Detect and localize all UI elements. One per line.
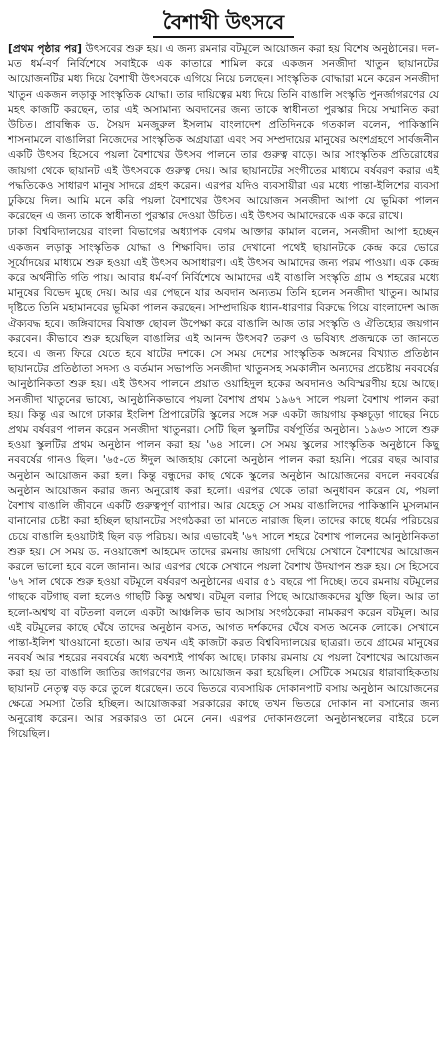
headline-block [8,10,439,38]
continued-tag: [প্রথম পৃষ্ঠার পর] [8,43,82,55]
article-paragraph [8,42,439,224]
paragraph-text: উৎসবের শুরু হয়। এ জন্য রমনার বটমূলে আয়োজন করা হয় বিশেষ অনুষ্ঠানের। দল-মত ধর্ম-বর্ণ নির্বিশেষে সবাইকে এক কাতারে শামিল করে একজন সনজীদা খাতুন ছায়ানটের আয়োজনটির মধ্য দিয়ে বৈশাখী উৎসবকে এগিয়ে নিয়ে চলছেন। সাংস্কৃতিক বোদ্ধারা মনে করেন সনজীদা খাতুন একজন লড়াকু সাংস্কৃতিক যোদ্ধা। তার দায়িত্বের মধ্য দিয়ে তিনি বাঙালি সংস্কৃতি পুনর্জাগরণের যে মহৎ কাজটি করছেন, তার এই অসামান্য অবদানের জন্য তাকে স্বাধীনতা পুরস্কার দিয়ে সম্মানিত করা উচিত। প্রাবন্ধিক ড. সৈয়দ মনজুরুল ইসলাম বাংলাদেশ প্রতিদিনকে গতকাল বলেন, পাকিস্তানি শাসনামলে বাঙালিরা নিজেদের সাংস্কৃতিক অগ্রযাত্রা এবং সব সম্প্রদায়ের মানুষের অংশগ্রহণে সার্বজনীন একটি উৎসব হিসেবে পয়লা বৈশাখের উৎসব পালনে তার গুরুত্ব বাড়ে। আর সাংস্কৃতিক প্রতিরোধের জায়গা থেকে ছায়ানট এই উৎসবকে গুরুত্ব দেয়। আর ছায়ানটের সংগীতের মাধ্যমে বর্ষবরণ করার এই পদ্ধতিকেও সাধারণ মানুষ সাদরে গ্রহণ করেন। এরপর যদিও ব্যবসায়ীরা এর মধ্যে পান্তা-ইলিশের ব্যবসা ঢুকিয়ে দিল। আমি মনে করি পয়লা বৈশাখের উৎসব আয়োজন সনজীদা আপা যে ভূমিকা পালন করেছেন এ জন্য তাকে স্বাধীনতা পুরস্কার দেওয়া উচিত। এই উৎসব আমাদেরকে এক করে রাখে। [8,43,439,223]
paragraph-text: ঢাকা বিশ্ববিদ্যালয়ের বাংলা বিভাগের অধ্যাপক বেগম আক্তার কামাল বলেন, সনজীদা আপা হচ্ছেন একজন লড়াকু সাংস্কৃতিক যোদ্ধা ও শিক্ষাবিদ। তার দেখানো পথেই ছায়ানটকে কেন্দ্র করে ভোরে সূর্যোদয়ের মাধ্যমে শুরু হওয়া এই উৎসব অসাধারণ। এই উৎসব আমাদের জন্য পরম পাওয়া। এক কেন্দ্র করে অর্থনীতি গতি পায়। আবার ধর্ম-বর্ণ নির্বিশেষে আমাদের এই বাঙালি সংস্কৃতি গ্রাম ও শহরের মধ্যে মানুষের বিভেদ মুছে দেয়। আর এর পেছনে যার অবদান অন্যতম তিনি হলেন সনজীদা খাতুন। আমার দৃষ্টিতে তিনি মহামানবের ভূমিকা পালন করছেন। সাম্প্রদায়িক ধ্যান-ধারণার বিরুদ্ধে গিয়ে বাংলাদেশ আজ ঐক্যবদ্ধ হবে। জঙ্গিবাদের বিষাক্ত ছোবল উপেক্ষা করে বাঙালি আজ তার সংস্কৃতি ও ঐতিহ্যের জয়গান করবেন। কীভাবে শুরু হয়েছিল বাঙালির এই আনন্দ উৎসব? তরুণ ও ভবিষ্যৎ প্রজন্মকে তা জানতে হবে। এ জন্য ফিরে যেতে হবে ষাটের দশকে। সে সময় দেশের সাংস্কৃতিক অঙ্গনের বিখ্যাত প্রতিষ্ঠান ছায়ানটের প্রতিষ্ঠাতা সদস্য ও বর্তমান সভাপতি সনজীদা খাতুনসহ সমকালীন অন্যদের প্রচেষ্টায় নববর্ষের আনুষ্ঠানিকতা শুরু হয়। এই উৎসব পালনে প্রয়াত ওয়াহিদুল হকের অবদানও অবিস্মরণীয় হয়ে আছে। সনজীদা খাতুনের ভাষ্যে, আনুষ্ঠানিকভাবে পয়লা বৈশাখ প্রথম ১৯৬৭ সালে পয়লা বৈশাখ পালন করা হয়। কিন্তু এর আগে ঢাকার ইংলিশ প্রিপারেটরি স্কুলের সঙ্গে সরু একটা জায়গায় কৃষ্ণচূড়া গাছের নিচে প্রথম বর্ষবরণ পালন করেন সনজীদা খাতুনরা। সেটি ছিল স্কুলটির বর্ষপূর্তির অনুষ্ঠান। ১৯৬৩ সালে শুরু হওয়া স্কুলটির প্রথম অনুষ্ঠান পালন করা হয় '৬৪ সালে। সে সময় স্কুলের সাংস্কৃতিক অনুষ্ঠানে কিছু নববর্ষের গানও ছিল। '৬৫-তে ঈদুল আজহায় কোনো অনুষ্ঠান পালন করা হয়নি। পরের বছর আবার অনুষ্ঠান আয়োজন করা হল। কিন্তু বন্ধুদের কাছ থেকে স্কুলের অনুষ্ঠান আয়োজনের বদলে নববর্ষের অনুষ্ঠান আয়োজন করার জন্য অনুরোধ করা হলো। এরপর থেকে তারা অনুধাবন করেন যে, পয়লা বৈশাখ বাঙালি জীবনে একটি গুরুত্বপূর্ণ ব্যাপার। আর যেহেতু সে সময় বাঙালিদের পাকিস্তানি মুসলমান বানানোর চেষ্টা করা হচ্ছিল ছায়ানটের সংগঠকরা তা মানতে নারাজ ছিল। তাদের কাছে ধর্মের পরিচয়ের চেয়ে বাঙালি হওয়াটাই ছিল বড় পরিচয়। আর এভাবেই '৬৭ সালে শহরে বৈশাখ পালনের আনুষ্ঠানিকতা শুরু হয়। সে সময় ড. নওয়াজেশ আহমেদ তাদের রমনায় জায়গা দেখিয়ে সেখানে বৈশাখের আয়োজন করলে ভালো হবে বলে জানান। আর এরপর থেকে সেখানে পয়লা বৈশাখ উদযাপন শুরু হয়। সে হিসেবে '৬৭ সাল থেকে শুরু হওয়া বটমূলে বর্ষবরণ অনুষ্ঠানের এবার ৫১ বছরে পা দিচ্ছে। তবে রমনায় বটমূলের গাছকে বটগাছ বলা হলেও গাছটি কিন্তু অশ্বত্থ। বটমূল বলার পিছে আয়োজকদের যুক্তি ছিল। আর তা হলো-অশ্বত্থ বা বটতলা বললে একটা আঞ্চলিক ভাব আসায় সংগঠকেরা নামকরণ করেন বটমূল। আর এই বটমূলের কাছে ঘেঁষে তাদের অনুষ্ঠান বসত, আগত দর্শকদের ঘেঁষে বসত অনেক লোকে। সেখানে পান্তা-ইলিশ খাওয়ানো হতো। আর তখন এই কাজটা করত বিশ্ববিদ্যালয়ের ছাত্ররা। তবে গ্রামের মানুষের নববর্ষ আর শহরের নববর্ষের মধ্যে অবশ্যই পার্থক্য আছে। ঢাকায় রমনায় যে পয়লা বৈশাখের আয়োজন করা হয় তা বাঙালি জাতির জাগরণের জন্য আয়োজন করা হয়েছিল। সেটিকে সময়ের ধারাবাহিকতায় ছায়ানট নেতৃত্ব বড় করে তুলে ধরেছেন। তবে ভিতরে ব্যবসায়িক দোকানপাট বসায় অনুষ্ঠান আয়োজনের ক্ষেত্রে সমস্যা তৈরি হচ্ছিল। আয়োজকরা সরকারের কাছে তখন ভিতরে দোকান না বসানোর জন্য অনুরোধ করেন। আর সরকারও তা মেনে নেন। এরপর দোকানগুলো অনুষ্ঠানস্থলের বাইরে চলে গিয়েছিল। [8,226,439,741]
article-body [8,42,439,742]
headline: বৈশাখী উৎসবে [153,10,294,38]
article-paragraph [8,225,439,742]
